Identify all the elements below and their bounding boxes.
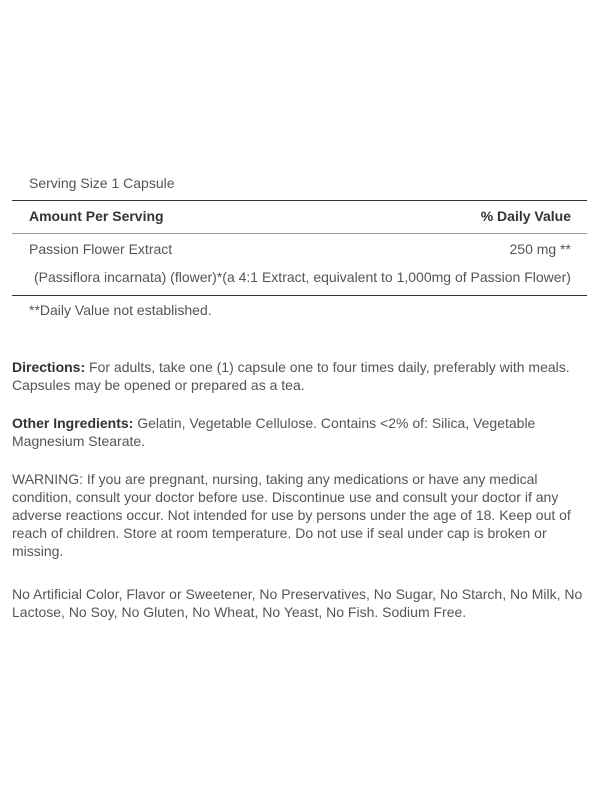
serving-size: Serving Size 1 Capsule [29,175,175,191]
free-from-text: No Artificial Color, Flavor or Sweetener, No Preservatives, No Sugar, No Starch, No Milk, No Lactose, No Soy, No Gluten, No Wheat, No Yeast, No Fish. Sodium Free. [12,586,583,620]
warning-text: WARNING: If you are pregnant, nursing, taking any medications or have any medical condition, consult your doctor before use. Discontinue use and consult your doctor if any adverse reactions occur. Not intended for use by persons under the age of 18. Keep out of reach of children. Store at room temperature. Do not use if seal under cap is broken or missing. [12,471,571,559]
ingredient-description-text: (Passiflora incarnata) (flower)*(a 4:1 Extract, equivalent to 1,000mg of Passion Flower) [34,269,571,285]
directions-section [12,358,587,394]
daily-value-header: % Daily Value [480,208,571,224]
daily-value-footnote: **Daily Value not established. [12,295,587,328]
directions-text: For adults, take one (1) capsule one to four times daily, preferably with meals. Capsules may be opened or prepared as a tea. [12,359,570,393]
table-row [12,234,587,266]
other-ingredients-section [12,414,587,450]
warning-section [12,470,587,560]
other-ingredients-label: Other Ingredients: [12,415,134,431]
other-ingredients-text: Gelatin, Vegetable Cellulose. Contains <2% of: Silica, Vegetable Magnesium Stearate. [12,415,536,449]
amount-per-serving-header: Amount Per Serving [29,208,164,224]
directions-label: Directions: [12,359,86,375]
ingredient-name: Passion Flower Extract [29,241,173,257]
table-header-row [12,201,587,234]
free-from-section [12,585,587,621]
ingredient-amount: 250 mg ** [509,241,571,257]
supplement-facts-table [12,173,587,328]
ingredient-description [12,268,587,295]
